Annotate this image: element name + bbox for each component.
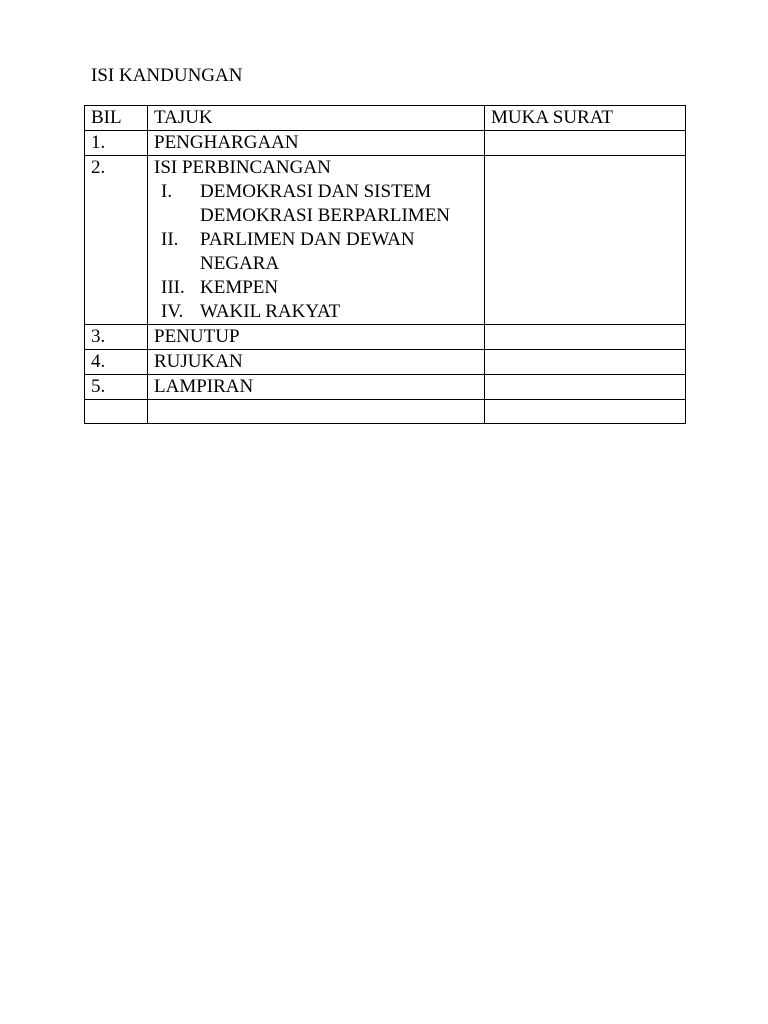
header-muka-surat: MUKA SURAT: [485, 106, 686, 131]
table-row-empty: [85, 400, 686, 424]
row-bil: 2.: [85, 156, 148, 325]
row-tajuk: LAMPIRAN: [148, 375, 485, 400]
row-bil: 3.: [85, 325, 148, 350]
subitem-text: PARLIMEN DAN DEWAN NEGARA: [200, 229, 415, 274]
table-row: [85, 350, 686, 375]
subitem-text: DEMOKRASI DAN SISTEM DEMOKRASI BERPARLIMEN: [200, 181, 451, 226]
header-bil: BIL: [85, 106, 148, 131]
row-bil: 4.: [85, 350, 148, 375]
row-muka-surat: [485, 131, 686, 156]
row-bil: [85, 400, 148, 424]
row-muka-surat: [485, 375, 686, 400]
contents-table: [84, 105, 686, 424]
subitem-text: WAKIL RAKYAT: [200, 301, 341, 322]
row-tajuk-with-subitems: [148, 156, 485, 325]
subitem: [150, 276, 478, 300]
subitem-number: II.: [161, 229, 179, 250]
table-header-row: [85, 106, 686, 131]
subitem-number: IV.: [161, 301, 184, 322]
row-muka-surat: [485, 350, 686, 375]
row-bil: 5.: [85, 375, 148, 400]
table-row: [85, 131, 686, 156]
row-muka-surat: [485, 400, 686, 424]
row-bil: 1.: [85, 131, 148, 156]
header-tajuk: TAJUK: [148, 106, 485, 131]
row-tajuk: PENGHARGAAN: [148, 131, 485, 156]
table-row: [85, 375, 686, 400]
row-muka-surat: [485, 156, 686, 325]
subitem-number: I.: [161, 181, 173, 202]
subitem: [150, 300, 478, 324]
subitem-text: KEMPEN: [200, 277, 279, 298]
row-tajuk: PENUTUP: [148, 325, 485, 350]
table-row: [85, 325, 686, 350]
subitem-number: III.: [161, 277, 185, 298]
table-row: [85, 156, 686, 325]
subitem: [150, 180, 478, 228]
row-muka-surat: [485, 325, 686, 350]
row-tajuk: ISI PERBINCANGAN: [154, 157, 331, 178]
row-tajuk: RUJUKAN: [148, 350, 485, 375]
subitem-list: [154, 180, 478, 324]
subitem: [150, 228, 478, 276]
row-tajuk: [148, 400, 485, 424]
page-title: ISI KANDUNGAN: [91, 65, 243, 86]
